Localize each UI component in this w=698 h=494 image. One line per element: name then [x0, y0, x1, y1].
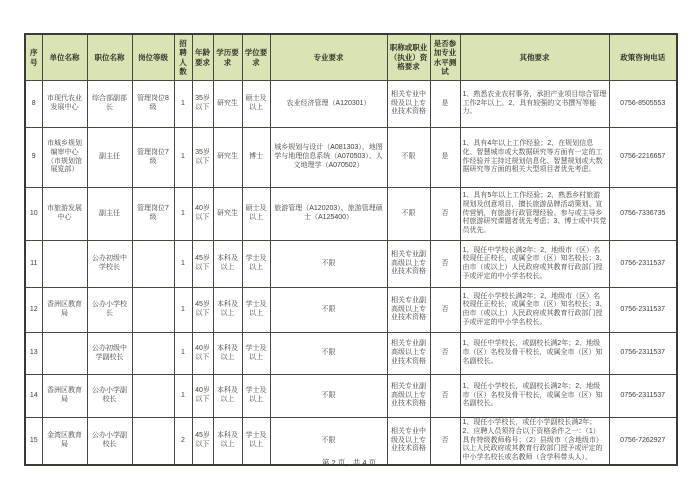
cell-recruit-count: 1 — [174, 81, 192, 128]
cell-index: 14 — [25, 375, 42, 418]
cell-qualification-requirement: 相关专业副高级以上专业技术资格 — [387, 333, 430, 375]
cell-phone: 0756-8505553 — [609, 81, 677, 128]
cell-age-requirement: 45岁以下 — [192, 241, 213, 288]
cell-education-requirement: 本科及以上 — [213, 418, 242, 465]
cell-unit-name — [42, 241, 87, 288]
cell-position-name: 公办小学副校长 — [87, 375, 132, 418]
cell-position-grade: 管理岗位7级 — [132, 188, 174, 241]
cell-professional-test: 否 — [430, 241, 460, 288]
table-head — [25, 34, 677, 81]
col-header-other-requirements: 其他要求 — [460, 34, 609, 81]
cell-education-requirement: 研究生 — [213, 81, 242, 128]
col-header-age-requirement: 年龄要求 — [192, 34, 213, 81]
cell-education-requirement: 本科及以上 — [213, 375, 242, 418]
cell-position-grade — [132, 375, 174, 418]
page-number-footer: 第 2 页，共 4 页 — [321, 458, 377, 467]
cell-professional-test: 否 — [430, 418, 460, 465]
header-row — [25, 34, 677, 81]
cell-education-requirement: 本科及以上 — [213, 288, 242, 333]
cell-degree-requirement: 博士 — [242, 128, 270, 188]
cell-recruit-count: 1 — [174, 333, 192, 375]
cell-position-name: 综合部副部长 — [87, 81, 132, 128]
col-header-professional-test: 是否参加专业水平测试 — [430, 34, 460, 81]
cell-unit-name: 市现代农业发展中心 — [42, 81, 87, 128]
cell-qualification-requirement: 不限 — [387, 188, 430, 241]
cell-major-requirement: 不限 — [270, 288, 387, 333]
cell-index: 15 — [25, 418, 42, 465]
cell-position-name: 公办小学校长 — [87, 288, 132, 333]
cell-unit-name: 金湾区教育局 — [42, 418, 87, 465]
cell-recruit-count: 1 — [174, 375, 192, 418]
cell-qualification-requirement: 相关专业副高级以上专业技术资格 — [387, 375, 430, 418]
cell-education-requirement: 研究生 — [213, 128, 242, 188]
col-header-index: 序号 — [25, 34, 42, 81]
cell-unit-name: 市城乡规划编审中心（市规划馆展览部） — [42, 128, 87, 188]
cell-degree-requirement: 学士及以上 — [242, 375, 270, 418]
cell-other-requirements: 1、具有4年以上工作经验；2、在规划信息化、智慧城市或大数据研究等方面有一定的工作经验并主持过规划信息化、智慧规划或大数据研究等方面的相关大型项目者优先考虑。 — [460, 128, 609, 188]
cell-qualification-requirement: 不限 — [387, 128, 430, 188]
col-header-unit-name: 单位名称 — [42, 34, 87, 81]
cell-major-requirement: 农业经济管理（A120301） — [270, 81, 387, 128]
cell-index: 13 — [25, 333, 42, 375]
cell-phone: 0756-7262927 — [609, 418, 677, 465]
cell-index: 11 — [25, 241, 42, 288]
col-header-education-requirement: 学历要求 — [213, 34, 242, 81]
cell-major-requirement: 不限 — [270, 333, 387, 375]
cell-unit-name: 香洲区教育局 — [42, 288, 87, 333]
cell-position-grade — [132, 241, 174, 288]
cell-professional-test: 是 — [430, 128, 460, 188]
cell-age-requirement: 40岁以下 — [192, 333, 213, 375]
cell-index: 12 — [25, 288, 42, 333]
col-header-position-name: 职位名称 — [87, 34, 132, 81]
table-row — [25, 288, 677, 333]
cell-recruit-count: 1 — [174, 128, 192, 188]
cell-recruit-count: 1 — [174, 188, 192, 241]
cell-index: 10 — [25, 188, 42, 241]
cell-position-name: 公办初级中学校长 — [87, 241, 132, 288]
cell-phone: 0756-2311537 — [609, 288, 677, 333]
recruitment-table — [24, 33, 678, 466]
cell-unit-name — [42, 333, 87, 375]
cell-education-requirement: 本科及以上 — [213, 333, 242, 375]
cell-degree-requirement: 硕士及以上 — [242, 188, 270, 241]
col-header-major-requirement: 专业要求 — [270, 34, 387, 81]
cell-education-requirement: 研究生 — [213, 188, 242, 241]
cell-index: 9 — [25, 128, 42, 188]
cell-position-grade — [132, 333, 174, 375]
col-header-position-grade: 岗位等级 — [132, 34, 174, 81]
cell-qualification-requirement: 相关专业中级及以上专业技术资格 — [387, 418, 430, 465]
table-row — [25, 188, 677, 241]
cell-other-requirements: 1、现任小学校长满2年；2、地级市（区）名校现任正校长，或属全市（区）知名校长；3、由市（或以上）人民政府或其教育行政部门授予或评定的中小学名校长。 — [460, 288, 609, 333]
cell-position-name: 副主任 — [87, 188, 132, 241]
col-header-qualification-requirement: 职称或职业（执业）资格要求 — [387, 34, 430, 81]
cell-qualification-requirement: 相关专业副高级以上专业技术资格 — [387, 241, 430, 288]
cell-position-name: 公办小学副校长 — [87, 418, 132, 465]
cell-age-requirement: 35岁以下 — [192, 128, 213, 188]
col-header-phone: 政策咨询电话 — [609, 34, 677, 81]
cell-position-name: 公办初级中学副校长 — [87, 333, 132, 375]
cell-age-requirement: 40岁以下 — [192, 375, 213, 418]
table-row — [25, 375, 677, 418]
cell-degree-requirement: 硕士及以上 — [242, 81, 270, 128]
cell-position-grade — [132, 288, 174, 333]
cell-index: 8 — [25, 81, 42, 128]
cell-professional-test: 是 — [430, 81, 460, 128]
cell-other-requirements: 1、现任小学校长，或副校长满2年；2、地级市（区）名校及骨干校长，或属全市（区）知名副校长。 — [460, 375, 609, 418]
cell-major-requirement: 不限 — [270, 375, 387, 418]
cell-professional-test: 否 — [430, 188, 460, 241]
cell-professional-test: 否 — [430, 333, 460, 375]
cell-recruit-count: 2 — [174, 418, 192, 465]
cell-age-requirement: 35岁以下 — [192, 81, 213, 128]
cell-phone: 0756-2311537 — [609, 375, 677, 418]
cell-position-name: 副主任 — [87, 128, 132, 188]
cell-age-requirement: 45岁以下 — [192, 288, 213, 333]
cell-phone: 0756-2311537 — [609, 241, 677, 288]
cell-major-requirement: 不限 — [270, 418, 387, 465]
cell-unit-name: 香洲区教育局 — [42, 375, 87, 418]
table-row — [25, 333, 677, 375]
table-body — [25, 81, 677, 465]
cell-age-requirement: 40岁以下 — [192, 188, 213, 241]
cell-phone: 0756-7336735 — [609, 188, 677, 241]
cell-recruit-count: 1 — [174, 241, 192, 288]
cell-professional-test: 否 — [430, 288, 460, 333]
cell-phone: 0756-2216657 — [609, 128, 677, 188]
table-row — [25, 241, 677, 288]
cell-degree-requirement: 学士及以上 — [242, 333, 270, 375]
cell-other-requirements: 1、具有5年以上工作经验；2、熟悉乡村旅游规划及创意项目，擅长旅游品牌活动策划、宣传营销，有旅游行政管理经验、参与或主导乡村旅游研究课题者优先考虑；3、博士或中共党员优先。 — [460, 188, 609, 241]
cell-major-requirement: 城乡规划与设计（A081303）、地图学与地理信息系统（A070503）、人文地理学（A070502） — [270, 128, 387, 188]
cell-other-requirements: 1、现任中学校长，或副校长满2年；2、地级市（区）名校及骨干校长，或属全市（区）知名副校长。 — [460, 333, 609, 375]
cell-professional-test: 否 — [430, 375, 460, 418]
col-header-recruit-count: 招聘人数 — [174, 34, 192, 81]
table-row — [25, 81, 677, 128]
cell-degree-requirement: 学士及以上 — [242, 418, 270, 465]
cell-unit-name: 市旅游发展中心 — [42, 188, 87, 241]
cell-age-requirement: 45岁以下 — [192, 418, 213, 465]
col-header-degree-requirement: 学位要求 — [242, 34, 270, 81]
cell-other-requirements: 1、现任小学校长，或任小学副校长满2年；2、应聘人员须符合以下资格条件之一：（1）具有特级教师称号；（2）县级市（含地级市）以上人民政府或其教育行政部门授予或评定的中小学名校长或名教师（含学科带头人）。 — [460, 418, 609, 465]
cell-other-requirements: 1、熟悉农业农村事务，承担产业项目综合管理工作2年以上。2、具有较强的文书撰写等能力。 — [460, 81, 609, 128]
cell-qualification-requirement: 相关专业副高级以上专业技术资格 — [387, 288, 430, 333]
cell-major-requirement: 旅游管理（A120203）、旅游管理硕士（A125400） — [270, 188, 387, 241]
table-row — [25, 128, 677, 188]
cell-position-grade: 管理岗位7级 — [132, 128, 174, 188]
cell-degree-requirement: 学士及以上 — [242, 288, 270, 333]
cell-major-requirement: 不限 — [270, 241, 387, 288]
cell-qualification-requirement: 相关专业中级及以上专业技术资格 — [387, 81, 430, 128]
cell-other-requirements: 1、现任中学校长满2年；2、地级市（区）名校现任正校长，或属全市（区）知名校长；3、由市（或以上）人民政府或其教育行政部门授予或评定的中小学名校长。 — [460, 241, 609, 288]
cell-position-grade: 管理岗位8级 — [132, 81, 174, 128]
cell-degree-requirement: 学士及以上 — [242, 241, 270, 288]
cell-phone: 0756-2311537 — [609, 333, 677, 375]
cell-recruit-count: 1 — [174, 288, 192, 333]
cell-education-requirement: 本科及以上 — [213, 241, 242, 288]
